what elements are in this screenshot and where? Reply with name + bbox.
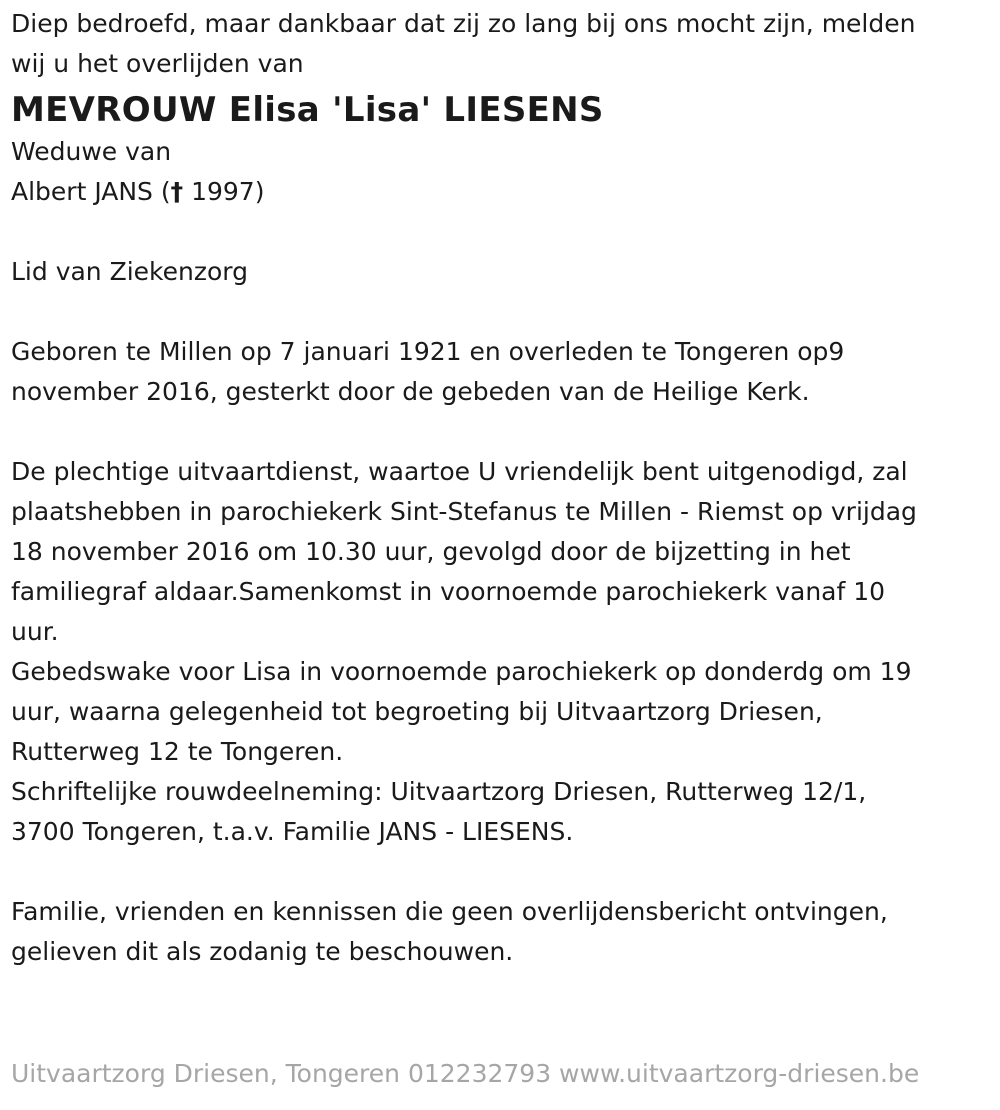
closing-line-2: gelieven dit als zodanig te beschouwen. (11, 937, 514, 966)
intro-line-2: wij u het overlijden van (11, 49, 304, 78)
spouse-year: 1997) (183, 177, 265, 206)
intro-line-1: Diep bedroefd, maar dankbaar dat zij zo lang bij ons mocht zijn, melden (11, 9, 916, 38)
funeral-line-2: plaatshebben in parochiekerk Sint-Stefanus te Millen - Riemst op vrijdag (11, 497, 917, 526)
widow-label: Weduwe van (11, 137, 172, 166)
wake-line-3: Rutterweg 12 te Tongeren. (11, 737, 344, 766)
closing-line-1: Familie, vrienden en kennissen die geen overlijdensbericht ontvingen, (11, 897, 888, 926)
obituary-notice (11, 4, 986, 972)
funeral-line-4: familiegraf aldaar.Samenkomst in voornoemde parochiekerk vanaf 10 (11, 577, 886, 606)
funeral-home-footer: Uitvaartzorg Driesen, Tongeren 012232793 www.uitvaartzorg-driesen.be (11, 1059, 920, 1088)
spouse-line (11, 172, 986, 212)
birth-death-line-2: november 2016, gesterkt door de gebeden van de Heilige Kerk. (11, 377, 810, 406)
condolence-line-1: Schriftelijke rouwdeelneming: Uitvaartzorg Driesen, Rutterweg 12/1, (11, 777, 867, 806)
cross-icon: † (170, 177, 184, 206)
birth-death-line-1: Geboren te Millen op 7 januari 1921 en overleden te Tongeren op9 (11, 337, 845, 366)
wake-line-2: uur, waarna gelegenheid tot begroeting bij Uitvaartzorg Driesen, (11, 697, 823, 726)
spacer (11, 292, 986, 332)
condolence-line-2: 3700 Tongeren, t.a.v. Familie JANS - LIESENS. (11, 817, 574, 846)
deceased-name: MEVROUW Elisa 'Lisa' LIESENS (11, 90, 604, 130)
spacer (11, 412, 986, 452)
spacer (11, 212, 986, 252)
funeral-line-3: 18 november 2016 om 10.30 uur, gevolgd door de bijzetting in het (11, 537, 851, 566)
spouse-name: Albert JANS ( (11, 177, 171, 206)
funeral-line-5: uur. (11, 617, 59, 646)
wake-line-1: Gebedswake voor Lisa in voornoemde parochiekerk op donderdg om 19 (11, 657, 912, 686)
spacer (11, 852, 986, 892)
membership: Lid van Ziekenzorg (11, 257, 248, 286)
funeral-line-1: De plechtige uitvaartdienst, waartoe U vriendelijk bent uitgenodigd, zal (11, 457, 908, 486)
